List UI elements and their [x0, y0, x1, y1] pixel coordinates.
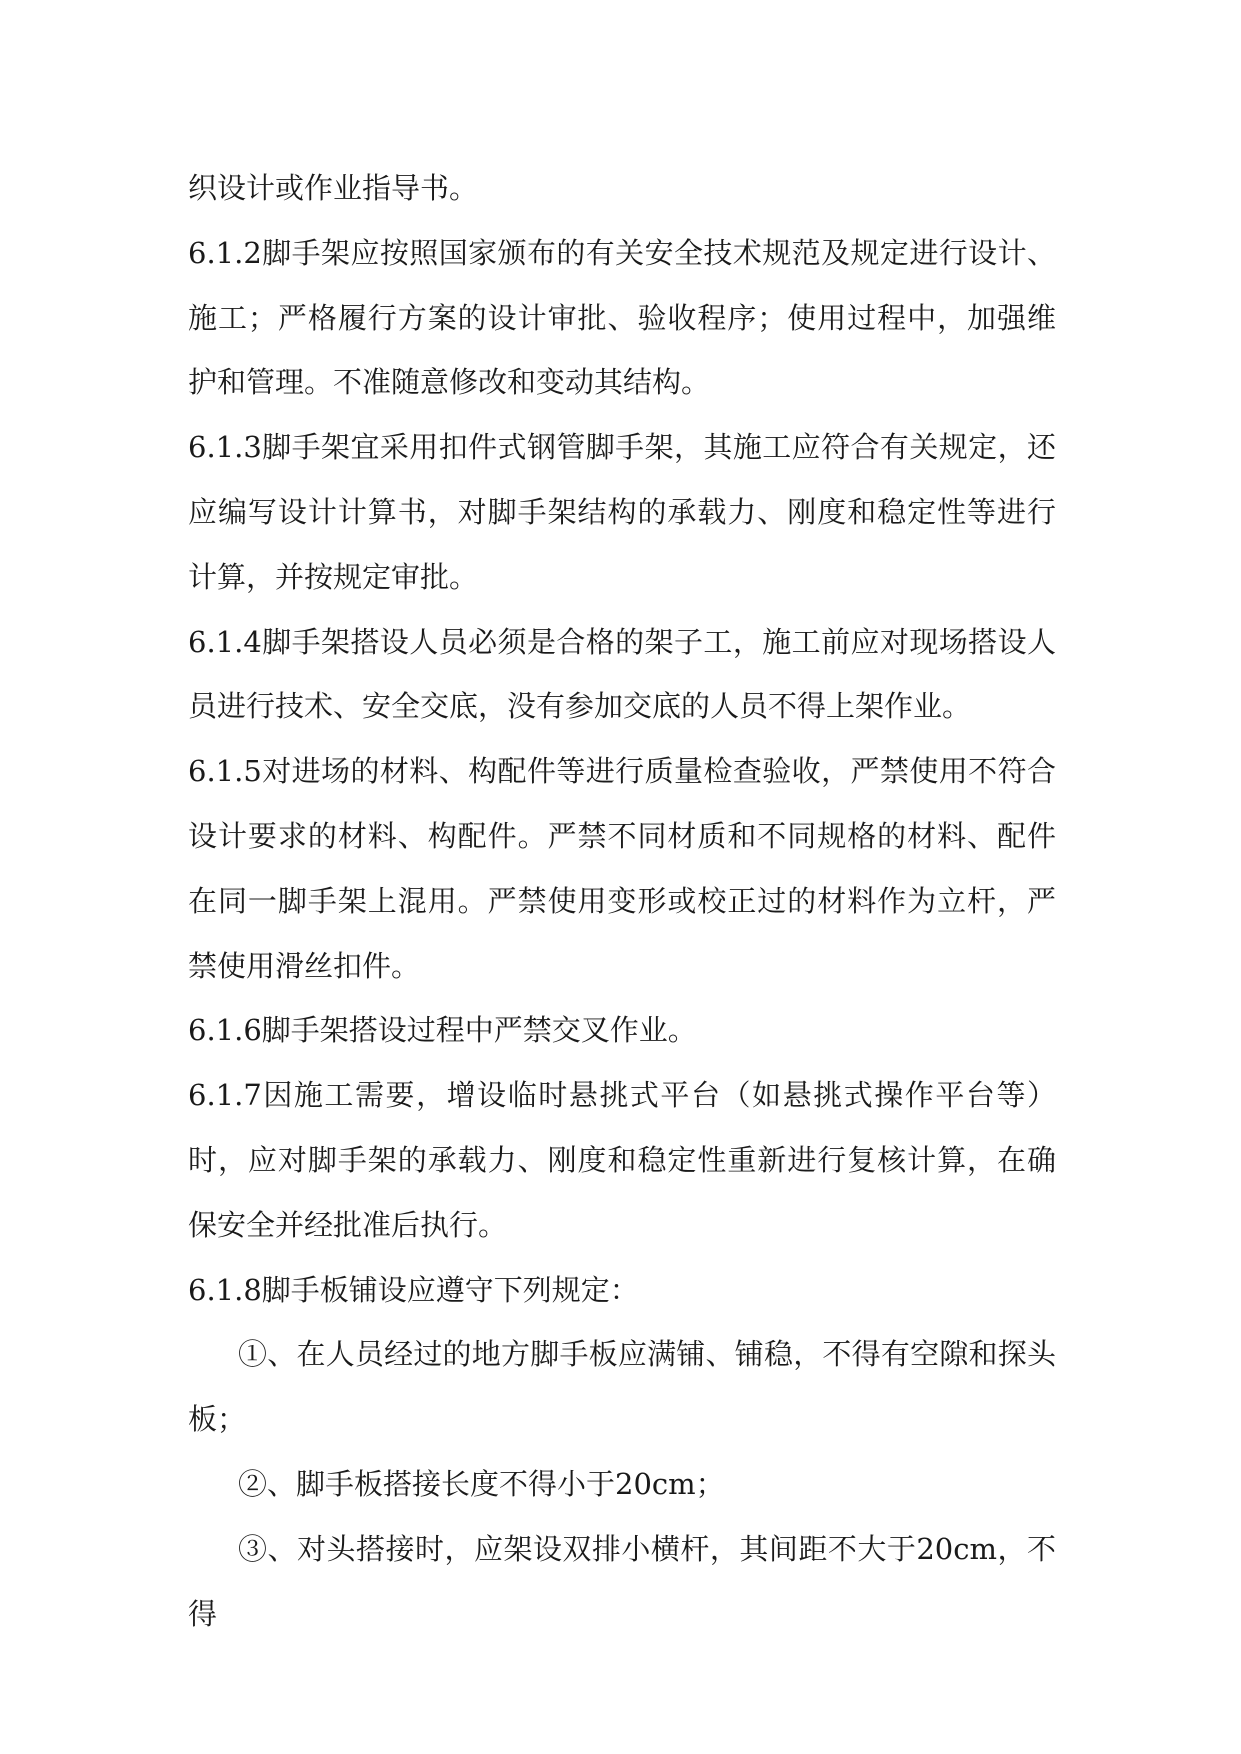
paragraph-6-1-3: 6.1.3脚手架宜采用扣件式钢管脚手架，其施工应符合有关规定，还应编写设计计算书，对脚手架结构的承载力、刚度和稳定性等进行计算，并按规定审批。 — [188, 430, 1056, 594]
paragraph-6-1-8: 6.1.8脚手板铺设应遵守下列规定： — [188, 1272, 639, 1307]
paragraph-6-1-7: 6.1.7因施工需要，增设临时悬挑式平台（如悬挑式操作平台等）时，应对脚手架的承载力、刚度和稳定性重新进行复核计算，在确保安全并经批准后执行。 — [188, 1078, 1056, 1242]
list-item-3: ③、对头搭接时，应架设双排小横杆，其间距不大于20cm，不得 — [188, 1531, 1056, 1631]
paragraph-continuation: 织设计或作业指导书。 — [188, 171, 479, 205]
document-body — [188, 156, 1056, 1646]
list-item-2: ②、脚手板搭接长度不得小于20cm； — [238, 1466, 725, 1501]
paragraph-6-1-2: 6.1.2脚手架应按照国家颁布的有关安全技术规范及规定进行设计、施工；严格履行方案的设计审批、验收程序；使用过程中，加强维护和管理。不准随意修改和变动其结构。 — [188, 235, 1056, 400]
paragraph-6-1-4: 6.1.4脚手架搭设人员必须是合格的架子工，施工前应对现场搭设人员进行技术、安全交底，没有参加交底的人员不得上架作业。 — [188, 624, 1056, 724]
list-item-1: ①、在人员经过的地方脚手板应满铺、铺稳，不得有空隙和探头板； — [188, 1337, 1056, 1437]
paragraph-6-1-5: 6.1.5对进场的材料、构配件等进行质量检查验收，严禁使用不符合设计要求的材料、构配件。严禁不同材质和不同规格的材料、配件在同一脚手架上混用。严禁使用变形或校正过的材料作为立杆，严禁使用滑丝扣件。 — [188, 754, 1056, 983]
paragraph-6-1-6: 6.1.6脚手架搭设过程中严禁交叉作业。 — [188, 1013, 697, 1048]
